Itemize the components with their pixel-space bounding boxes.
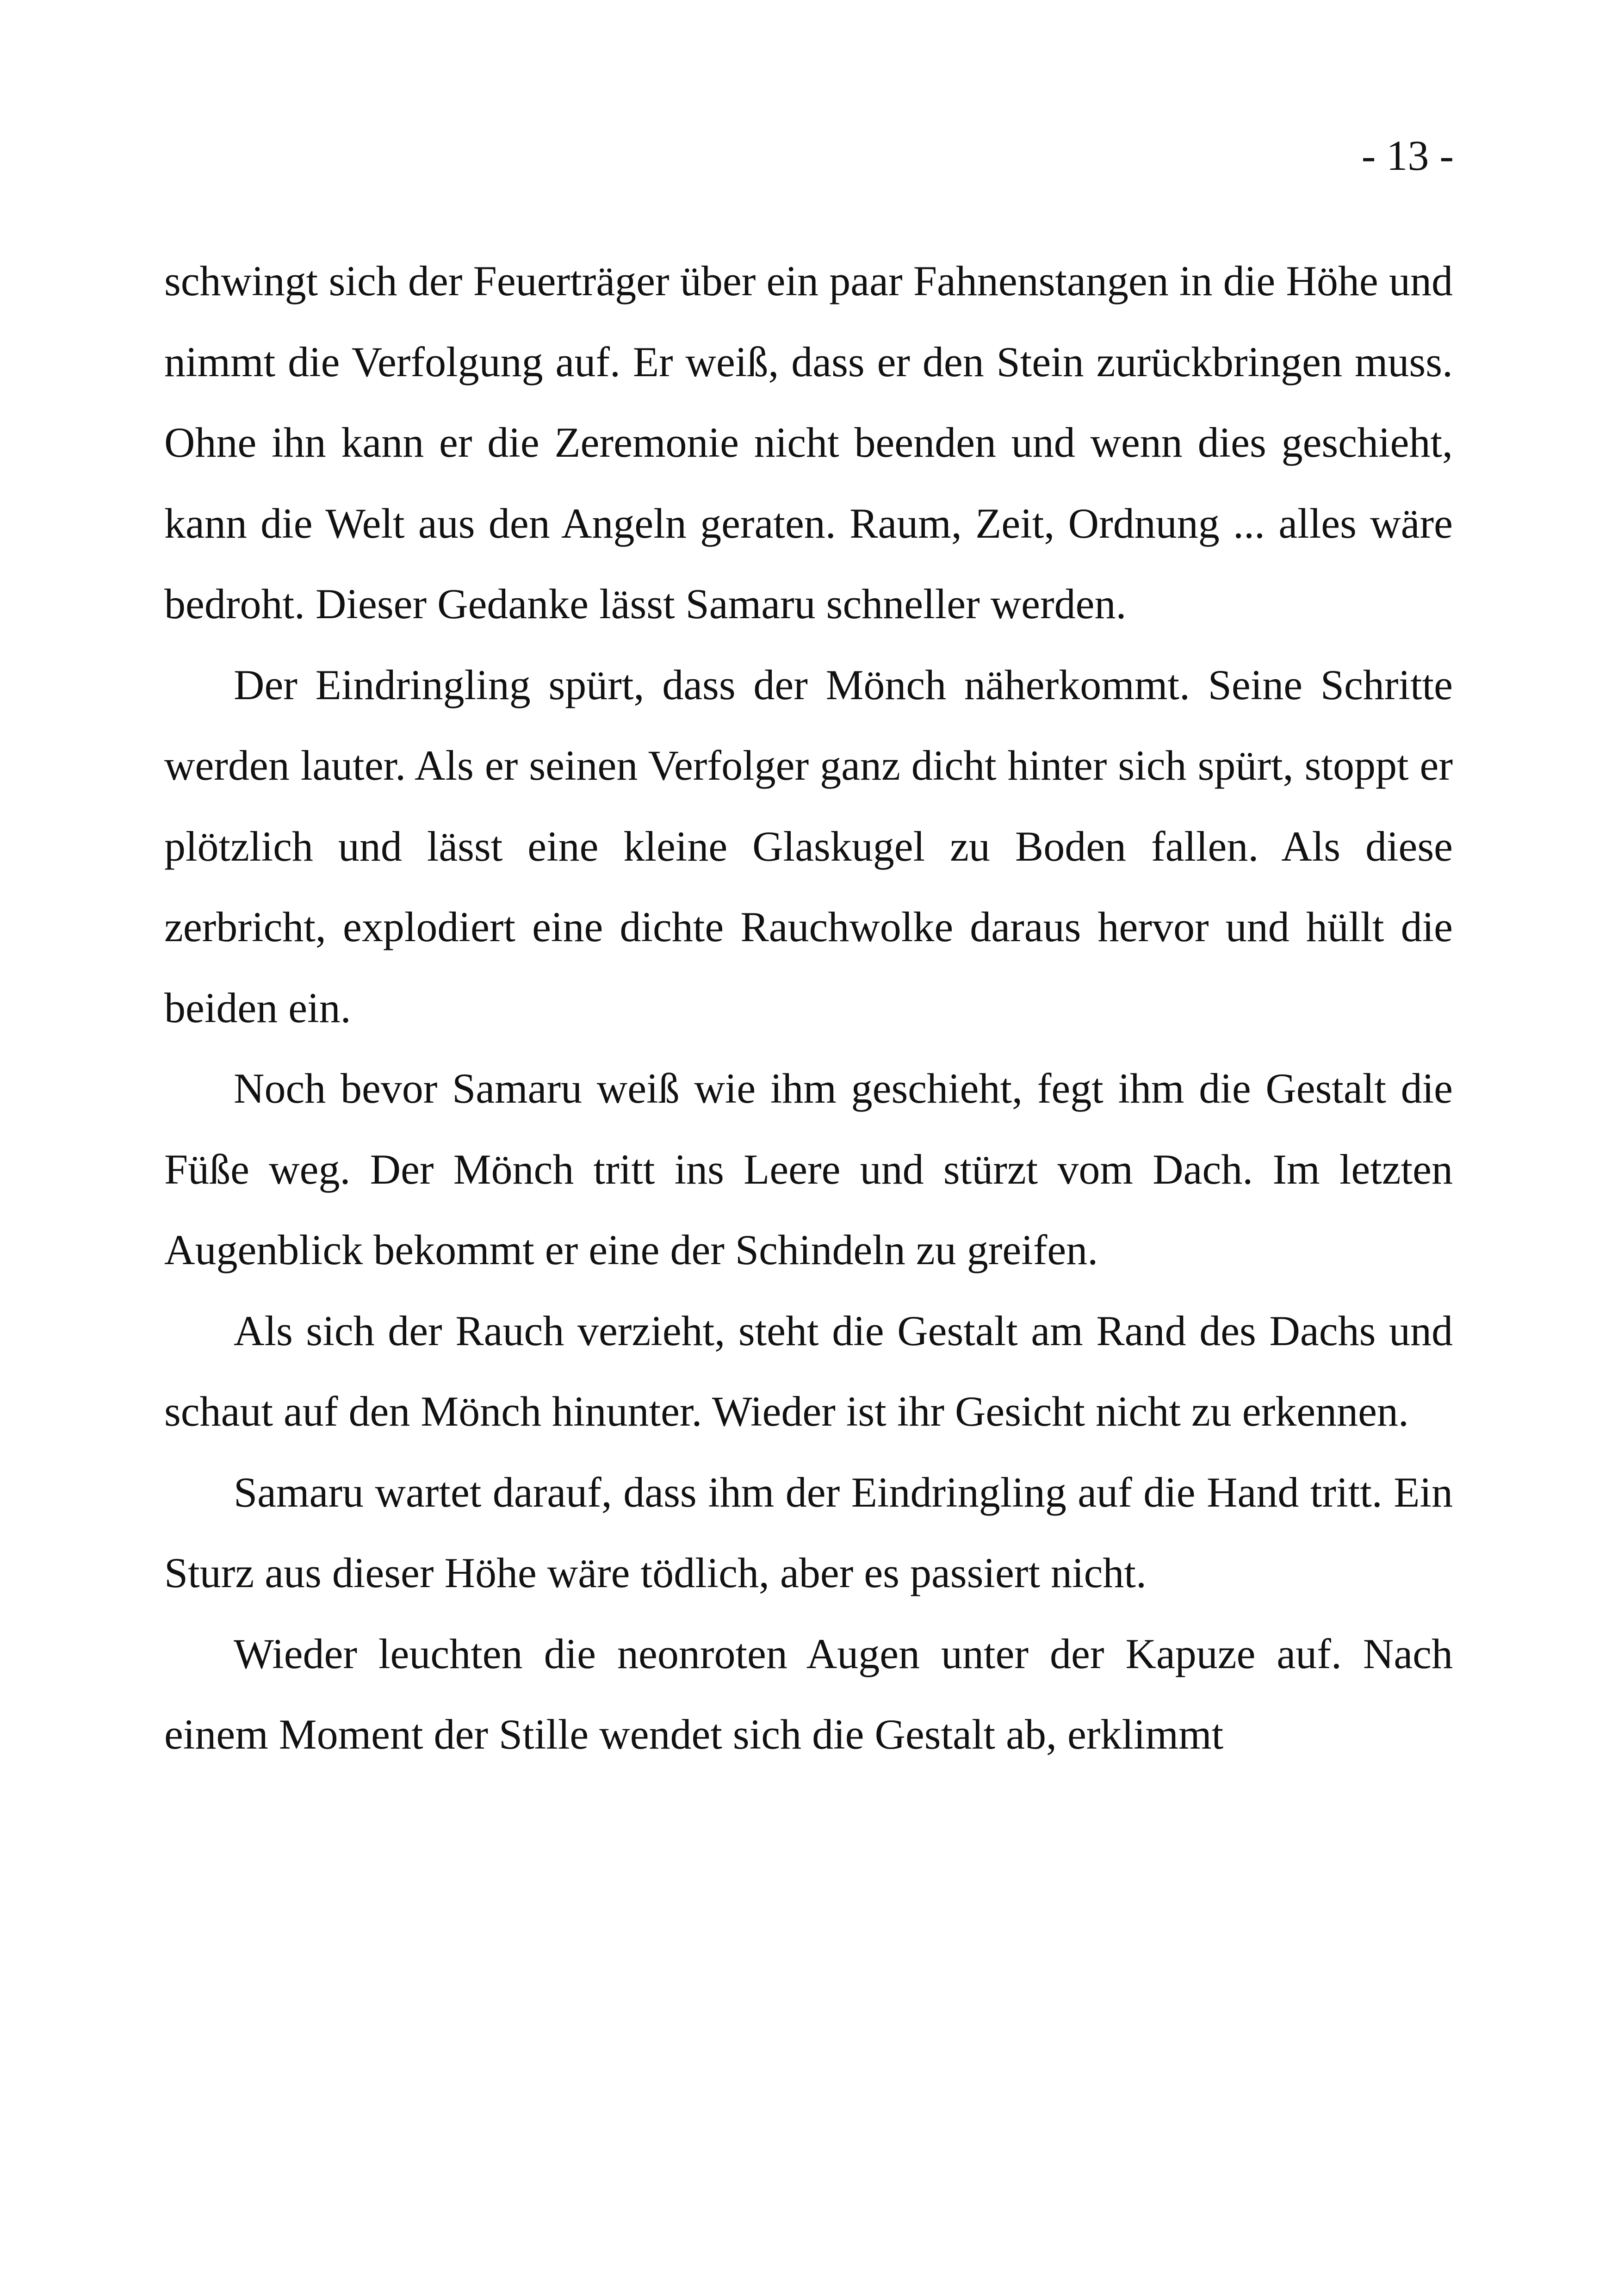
paragraph-3: Noch bevor Samaru weiß wie ihm geschieht, fegt ihm die Gestalt die Füße weg. Der Mönch tritt ins Leere und stürzt vom Dach. Im letzten Augenblick bekommt er eine der Schindeln zu greifen. bbox=[164, 1065, 1453, 1273]
page-number: - 13 - bbox=[1361, 132, 1454, 179]
paragraph-5: Samaru wartet darauf, dass ihm der Eindringling auf die Hand tritt. Ein Sturz aus dieser Höhe wäre tödlich, aber es passiert nicht. bbox=[164, 1468, 1453, 1596]
paragraph-4: Als sich der Rauch verzieht, steht die Gestalt am Rand des Dachs und schaut auf den Mönch hinunter. Wieder ist ihr Gesicht nicht zu erkennen. bbox=[164, 1307, 1453, 1435]
paragraph-1: schwingt sich der Feuerträger über ein paar Fahnenstangen in die Höhe und nimmt die Verfolgung auf. Er weiß, dass er den Stein zurückbringen muss. Ohne ihn kann er die Zeremonie nicht beenden und wenn dies geschieht, kann die Welt aus den Angeln geraten. Raum, Zeit, Ordnung ... alles wäre bedroht. Dieser Gedanke lässt Samaru schneller werden. bbox=[164, 257, 1453, 627]
body-text bbox=[164, 241, 1453, 1775]
paragraph-2: Der Eindringling spürt, dass der Mönch näherkommt. Seine Schritte werden lauter. Als er seinen Verfolger ganz dicht hinter sich spürt, stoppt er plötzlich und lässt eine kleine Glaskugel zu Boden fallen. Als diese zerbricht, explodiert eine dichte Rauchwolke daraus hervor und hüllt die beiden ein. bbox=[164, 661, 1453, 1031]
paragraph-6: Wieder leuchten die neonroten Augen unter der Kapuze auf. Nach einem Moment der Stille wendet sich die Gestalt ab, erklimmt bbox=[164, 1630, 1453, 1758]
